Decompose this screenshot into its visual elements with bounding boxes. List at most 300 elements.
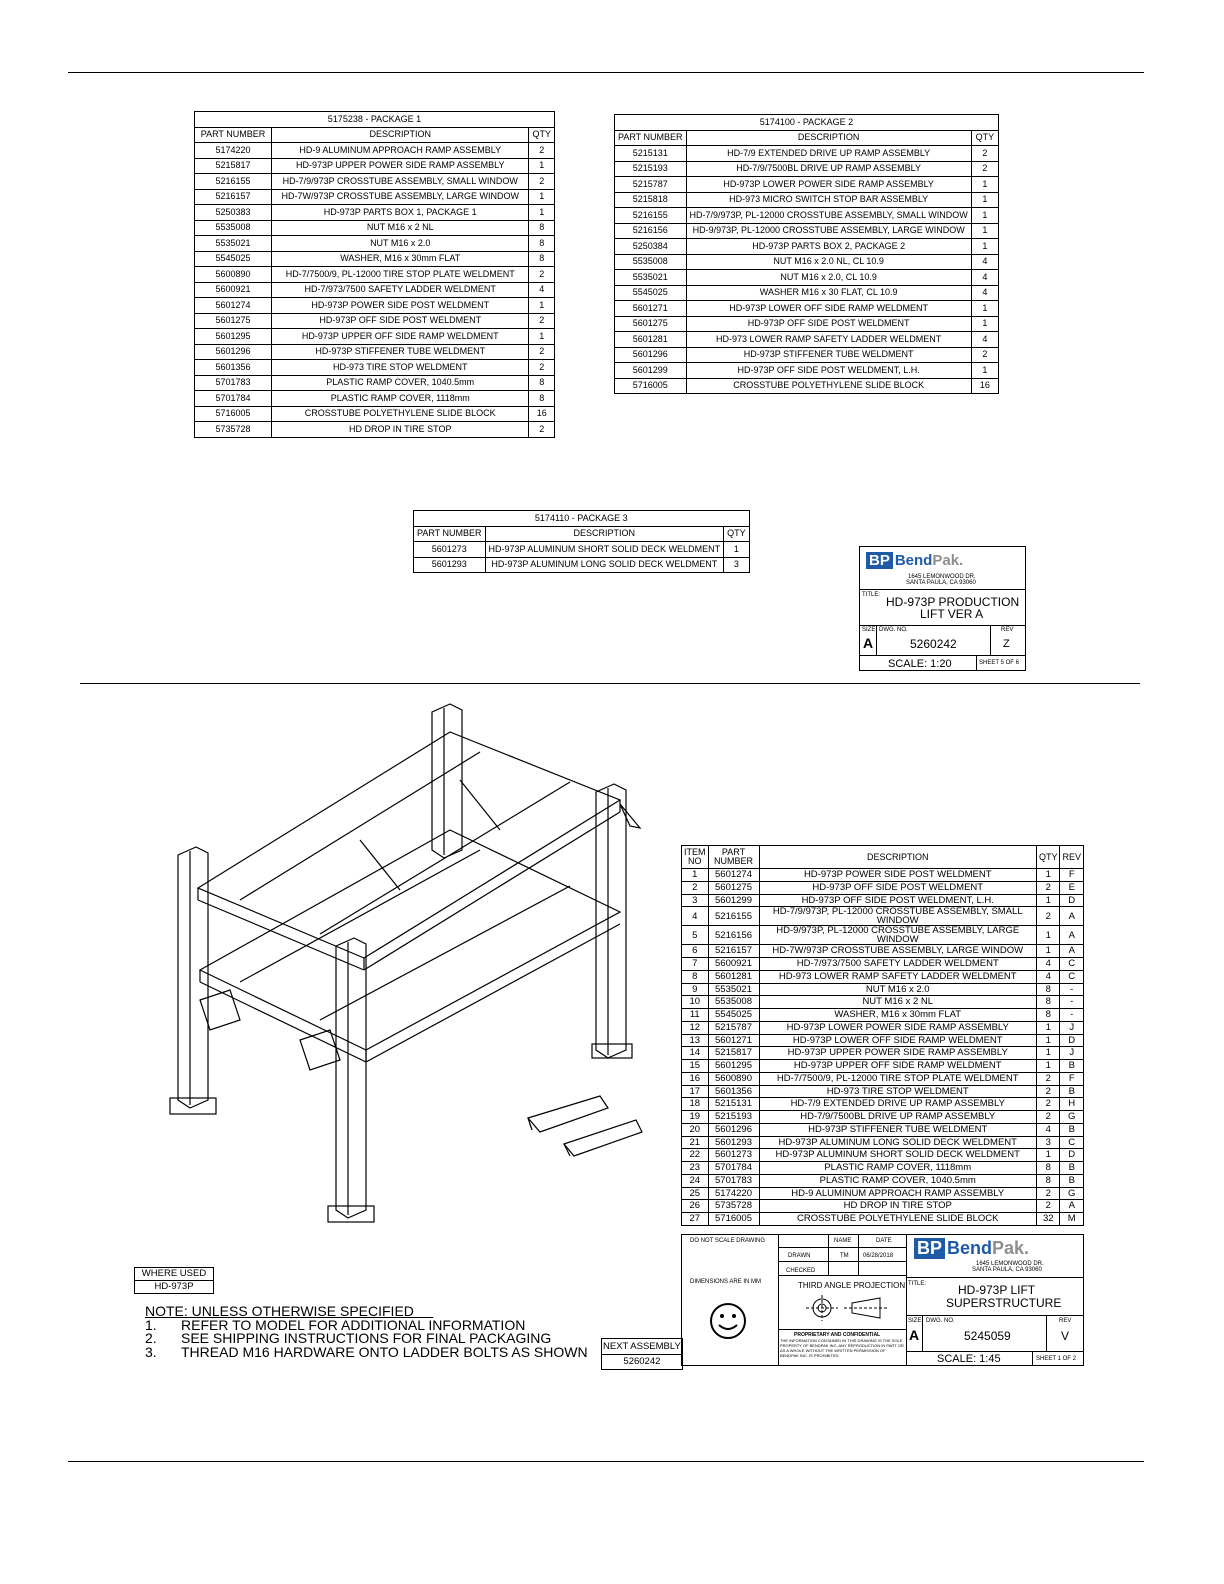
table-cell: 4 <box>1036 1123 1060 1136</box>
table-cell: PLASTIC RAMP COVER, 1118mm <box>272 391 529 407</box>
table-cell: HD-7/9/7500BL DRIVE UP RAMP ASSEMBLY <box>759 1111 1036 1124</box>
table-cell: 20 <box>682 1123 709 1136</box>
table-cell: A <box>1060 1200 1084 1213</box>
table-cell: 5215817 <box>195 158 272 174</box>
table-cell: HD-7/7500/9, PL-12000 TIRE STOP PLATE WELDMENT <box>272 267 529 283</box>
table-cell: 2 <box>971 146 998 162</box>
table-cell: G <box>1060 1111 1084 1124</box>
table-cell: 5216155 <box>615 208 687 224</box>
scale: SCALE: 1:20 <box>888 658 952 670</box>
drawing-title-2: LIFT VER A <box>920 607 984 621</box>
table-cell: 5601296 <box>708 1123 759 1136</box>
table-row <box>615 161 999 177</box>
table-cell: 1 <box>1036 894 1060 907</box>
table-cell: 17 <box>682 1085 709 1098</box>
table-cell: 5216157 <box>708 945 759 958</box>
table-cell: HD-973P ALUMINUM LONG SOLID DECK WELDMENT <box>485 557 724 573</box>
proprietary-text: THE INFORMATION CONTAINED IN THIS DRAWING IS THE SOLE PROPERTY OF BENDPAK INC. ANY REPRODUCTION IN PART OR AS A WHOLE WITHOUT THE WRITTEN PERMISSION OF BENDPAK INC. IS PROHIBITED. <box>780 1338 904 1358</box>
drawn-label: DRAWN <box>788 1253 811 1259</box>
table-row <box>615 208 999 224</box>
table-cell: 2 <box>529 360 555 376</box>
table-cell: 5601293 <box>708 1136 759 1149</box>
bottom-rule <box>68 1461 1144 1462</box>
table-cell: 5601296 <box>195 344 272 360</box>
table-cell: E <box>1060 881 1084 894</box>
table-cell: 2 <box>971 161 998 177</box>
table-row <box>682 1200 1084 1213</box>
table-cell: 5701784 <box>195 391 272 407</box>
table-cell: 5215787 <box>615 177 687 193</box>
table-row <box>682 1213 1084 1226</box>
table-cell: 1 <box>1036 1021 1060 1034</box>
table-cell: 32 <box>1036 1213 1060 1226</box>
table-row <box>414 557 750 573</box>
table-cell: 2 <box>529 143 555 159</box>
table-cell: 5600890 <box>708 1072 759 1085</box>
table-cell: HD-9 ALUMINUM APPROACH RAMP ASSEMBLY <box>759 1187 1036 1200</box>
table-cell: 5601356 <box>708 1085 759 1098</box>
table-cell: 5215131 <box>615 146 687 162</box>
proprietary-title: PROPRIETARY AND CONFIDENTIAL <box>794 1332 881 1338</box>
table-cell: 5174220 <box>195 143 272 159</box>
table-cell: NUT M16 x 2.0, CL 10.9 <box>686 270 971 286</box>
table-cell: 8 <box>1036 996 1060 1009</box>
table-cell: 5215818 <box>615 192 687 208</box>
date-label: DATE <box>876 1238 892 1244</box>
table-row <box>195 205 555 221</box>
table-cell: CROSSTUBE POLYETHYLENE SLIDE BLOCK <box>759 1213 1036 1226</box>
table-cell: 1 <box>529 158 555 174</box>
table-cell: 22 <box>682 1149 709 1162</box>
table-cell: 4 <box>529 282 555 298</box>
address-line-1: 1645 LEMONWOOD DR. <box>908 574 976 580</box>
table-cell: 2 <box>1036 881 1060 894</box>
do-not-scale-note: DO NOT SCALE DRAWING <box>690 1238 766 1244</box>
table-cell: HD-973 TIRE STOP WELDMENT <box>272 360 529 376</box>
table-cell: CROSSTUBE POLYETHYLENE SLIDE BLOCK <box>272 406 529 422</box>
table-cell: NUT M16 x 2 NL <box>272 220 529 236</box>
table-cell: 1 <box>971 223 998 239</box>
table-row <box>195 282 555 298</box>
table-cell: HD-7/7500/9, PL-12000 TIRE STOP PLATE WELDMENT <box>759 1072 1036 1085</box>
table-cell: HD-7/973/7500 SAFETY LADDER WELDMENT <box>759 958 1036 971</box>
table-cell: 5701784 <box>708 1162 759 1175</box>
table-cell: C <box>1060 958 1084 971</box>
bendpak-logo: BP BendPak. <box>914 1238 1029 1259</box>
table-cell: 1 <box>1036 1034 1060 1047</box>
table-cell: 2 <box>529 344 555 360</box>
title-label: TITLE: <box>908 1281 927 1287</box>
dimensions-note: DIMENSIONS ARE IN MM <box>690 1279 762 1285</box>
table-row <box>615 316 999 332</box>
next-assembly-label: NEXT ASSEMBLY <box>602 1339 683 1355</box>
table-cell: 1 <box>971 192 998 208</box>
table-row <box>682 1098 1084 1111</box>
rev-value: V <box>1061 1329 1070 1343</box>
col-part-number: PART NUMBER <box>414 526 486 542</box>
table-row <box>682 983 1084 996</box>
table-cell: HD-7/973/7500 SAFETY LADDER WELDMENT <box>272 282 529 298</box>
table-cell: 5716005 <box>195 406 272 422</box>
table-row <box>195 236 555 252</box>
table-cell: 11 <box>682 1009 709 1022</box>
table-cell: B <box>1060 1085 1084 1098</box>
table-cell: HD-9/973P, PL-12000 CROSSTUBE ASSEMBLY, LARGE WINDOW <box>759 926 1036 945</box>
table-cell: 8 <box>1036 983 1060 996</box>
table-cell: HD-973P LOWER POWER SIDE RAMP ASSEMBLY <box>686 177 971 193</box>
table-cell: F <box>1060 1072 1084 1085</box>
table-cell: B <box>1060 1123 1084 1136</box>
table-cell: HD-973P OFF SIDE POST WELDMENT <box>759 881 1036 894</box>
table-cell: 5600921 <box>708 958 759 971</box>
where-used-label: WHERE USED <box>135 1268 214 1281</box>
table-cell: 5216156 <box>708 926 759 945</box>
table-cell: 8 <box>529 236 555 252</box>
table-row <box>195 158 555 174</box>
table-cell: 15 <box>682 1060 709 1073</box>
table-cell: NUT M16 x 2 NL <box>759 996 1036 1009</box>
where-used-table <box>134 1267 214 1294</box>
table-cell: 2 <box>529 422 555 438</box>
table-cell: 5601281 <box>615 332 687 348</box>
table-cell: HD-973P OFF SIDE POST WELDMENT <box>272 313 529 329</box>
col-part-number: PART NUMBER <box>195 127 272 143</box>
table-cell: 8 <box>1036 1009 1060 1022</box>
table-cell: 5716005 <box>708 1213 759 1226</box>
table-cell: M <box>1060 1213 1084 1226</box>
col-qty: QTY <box>724 526 750 542</box>
table-cell: HD-973P LOWER OFF SIDE RAMP WELDMENT <box>686 301 971 317</box>
col-qty: QTY <box>529 127 555 143</box>
table-cell: 16 <box>529 406 555 422</box>
table-row <box>195 267 555 283</box>
table-cell: 5545025 <box>708 1009 759 1022</box>
table-cell: HD DROP IN TIRE STOP <box>759 1200 1036 1213</box>
projection-label: THIRD ANGLE PROJECTION <box>798 1281 906 1290</box>
table-cell: 5215193 <box>615 161 687 177</box>
table-cell: 4 <box>971 285 998 301</box>
main-bill-of-materials <box>681 845 1084 1226</box>
table-row <box>615 332 999 348</box>
table-cell: 8 <box>529 375 555 391</box>
next-assembly-value: 5260242 <box>602 1354 683 1370</box>
table-cell: HD-973P UPPER OFF SIDE RAMP WELDMENT <box>759 1060 1036 1073</box>
rev-label: REV <box>1001 627 1014 633</box>
table-row <box>615 270 999 286</box>
table-cell: C <box>1060 970 1084 983</box>
table-cell: 5545025 <box>195 251 272 267</box>
table-cell: 1 <box>1036 926 1060 945</box>
table-cell: 2 <box>1036 1098 1060 1111</box>
size-label: SIZE <box>862 627 876 633</box>
table-cell: 5215131 <box>708 1098 759 1111</box>
table-cell: 4 <box>682 907 709 926</box>
table-row <box>615 254 999 270</box>
col-rev: REV <box>1060 846 1084 869</box>
table-cell: 8 <box>529 220 555 236</box>
table-cell: B <box>1060 1174 1084 1187</box>
table-cell: 5601271 <box>708 1034 759 1047</box>
address-line-2: SANTA PAULA, CA 93060 <box>906 580 976 586</box>
table-cell: HD-973P PARTS BOX 2, PACKAGE 2 <box>686 239 971 255</box>
general-notes <box>145 1305 588 1359</box>
table-cell: 2 <box>529 267 555 283</box>
table-cell: HD-973P PARTS BOX 1, PACKAGE 1 <box>272 205 529 221</box>
lift-superstructure-drawing <box>160 700 680 1240</box>
table-cell: 21 <box>682 1136 709 1149</box>
table-cell: 5601274 <box>195 298 272 314</box>
table-cell: 1 <box>529 189 555 205</box>
table-cell: 5601356 <box>195 360 272 376</box>
col-description: DESCRIPTION <box>759 846 1036 869</box>
table-cell: 2 <box>1036 907 1060 926</box>
table-cell: HD-973 LOWER RAMP SAFETY LADDER WELDMENT <box>686 332 971 348</box>
table-cell: 3 <box>1036 1136 1060 1149</box>
table-row <box>615 192 999 208</box>
table-cell: HD-973 MICRO SWITCH STOP BAR ASSEMBLY <box>686 192 971 208</box>
table-cell: HD-973P LOWER OFF SIDE RAMP WELDMENT <box>759 1034 1036 1047</box>
title-label: TITLE: <box>862 592 881 598</box>
table-cell: 5601273 <box>414 542 486 558</box>
table-row <box>195 391 555 407</box>
sheet-size: A <box>909 1327 920 1343</box>
table-cell: HD-973P ALUMINUM SHORT SOLID DECK WELDMENT <box>759 1149 1036 1162</box>
table-cell: 5601275 <box>708 881 759 894</box>
table-cell: 5735728 <box>708 1200 759 1213</box>
table-cell: HD-973P STIFFENER TUBE WELDMENT <box>686 347 971 363</box>
table-cell: 5601275 <box>615 316 687 332</box>
table-cell: HD-973 TIRE STOP WELDMENT <box>759 1085 1036 1098</box>
table-cell: 5601295 <box>195 329 272 345</box>
table-cell: 5215193 <box>708 1111 759 1124</box>
table-cell: HD-7W/973P CROSSTUBE ASSEMBLY, LARGE WINDOW <box>759 945 1036 958</box>
table-cell: HD-7/9/7500BL DRIVE UP RAMP ASSEMBLY <box>686 161 971 177</box>
drawing-title-1: HD-973P PRODUCTION <box>886 595 1020 609</box>
table-row <box>682 1162 1084 1175</box>
sheet-size: A <box>863 635 874 651</box>
table-cell: 6 <box>682 945 709 958</box>
table-row <box>682 1111 1084 1124</box>
table-cell: B <box>1060 1060 1084 1073</box>
table-cell: HD-973P ALUMINUM SHORT SOLID DECK WELDMENT <box>485 542 724 558</box>
table-cell: 5735728 <box>195 422 272 438</box>
table-cell: 8 <box>1036 1162 1060 1175</box>
table-cell: 5601299 <box>615 363 687 379</box>
table-cell: 5701783 <box>195 375 272 391</box>
table-cell: 5535021 <box>708 983 759 996</box>
table-cell: HD-7/9/973P CROSSTUBE ASSEMBLY, SMALL WINDOW <box>272 174 529 190</box>
table-cell: 2 <box>1036 1200 1060 1213</box>
table-cell: 5535008 <box>708 996 759 1009</box>
dwg-label: DWG. NO. <box>879 627 908 633</box>
smiley-icon <box>708 1301 748 1341</box>
table-row <box>682 1021 1084 1034</box>
col-qty: QTY <box>1036 846 1060 869</box>
table-cell: 5601281 <box>708 970 759 983</box>
sheet-number: SHEET 1 OF 2 <box>1036 1356 1076 1362</box>
size-label: SIZE <box>908 1318 922 1324</box>
table-row <box>615 363 999 379</box>
table-cell: 2 <box>529 174 555 190</box>
notes-heading: NOTE: UNLESS OTHERWISE SPECIFIED <box>145 1303 414 1319</box>
table-cell: HD-973P ALUMINUM LONG SOLID DECK WELDMENT <box>759 1136 1036 1149</box>
table-cell: 5216155 <box>708 907 759 926</box>
col-item-no: ITEM NO <box>682 846 709 869</box>
drawn-name: TM <box>840 1253 849 1259</box>
table-cell: 2 <box>1036 1085 1060 1098</box>
table-cell: 5716005 <box>615 378 687 394</box>
table-row <box>195 143 555 159</box>
table-cell: D <box>1060 1149 1084 1162</box>
table-row <box>615 285 999 301</box>
table-cell: HD-973P UPPER POWER SIDE RAMP ASSEMBLY <box>759 1047 1036 1060</box>
table-cell: 1 <box>724 542 750 558</box>
top-rule <box>68 72 1144 73</box>
note-item: 2. SEE SHIPPING INSTRUCTIONS FOR FINAL PACKAGING <box>145 1330 552 1346</box>
table-cell: D <box>1060 894 1084 907</box>
table-cell: HD-973P OFF SIDE POST WELDMENT, L.H. <box>759 894 1036 907</box>
table-cell: A <box>1060 907 1084 926</box>
table-cell: 23 <box>682 1162 709 1175</box>
table-row <box>615 177 999 193</box>
drawn-date: 06/28/2018 <box>863 1253 894 1259</box>
table-cell: 26 <box>682 1200 709 1213</box>
table-cell: B <box>1060 1162 1084 1175</box>
table-row <box>682 926 1084 945</box>
table-row <box>195 313 555 329</box>
table-cell: 5535021 <box>195 236 272 252</box>
table-row <box>615 239 999 255</box>
table-cell: 19 <box>682 1111 709 1124</box>
table-row <box>615 347 999 363</box>
table-cell: F <box>1060 869 1084 882</box>
table-cell: HD-9 ALUMINUM APPROACH RAMP ASSEMBLY <box>272 143 529 159</box>
table-cell: 1 <box>682 869 709 882</box>
col-description: DESCRIPTION <box>485 526 724 542</box>
table-cell: HD-7/9 EXTENDED DRIVE UP RAMP ASSEMBLY <box>686 146 971 162</box>
table-cell: 5601271 <box>615 301 687 317</box>
table-cell: 5601273 <box>708 1149 759 1162</box>
table-cell: 12 <box>682 1021 709 1034</box>
table-cell: 5601275 <box>195 313 272 329</box>
col-description: DESCRIPTION <box>686 130 971 146</box>
table-cell: 1 <box>529 329 555 345</box>
table-cell: PLASTIC RAMP COVER, 1040.5mm <box>272 375 529 391</box>
table-cell: 5215787 <box>708 1021 759 1034</box>
table-cell: 16 <box>682 1072 709 1085</box>
table-cell: NUT M16 x 2.0 NL, CL 10.9 <box>686 254 971 270</box>
col-qty: QTY <box>971 130 998 146</box>
table-cell: 2 <box>529 313 555 329</box>
table-cell: 2 <box>1036 1111 1060 1124</box>
table-cell: WASHER, M16 x 30mm FLAT <box>272 251 529 267</box>
drawing-title-1: HD-973P LIFT <box>958 1283 1036 1297</box>
table-cell: 7 <box>682 958 709 971</box>
table-row <box>682 1085 1084 1098</box>
table-row <box>682 894 1084 907</box>
table-cell: 1 <box>529 205 555 221</box>
package-3-title: 5174110 - PACKAGE 3 <box>414 511 750 527</box>
table-cell: PLASTIC RAMP COVER, 1118mm <box>759 1162 1036 1175</box>
table-cell: 18 <box>682 1098 709 1111</box>
table-cell: 2 <box>971 347 998 363</box>
rev-label: REV <box>1059 1318 1072 1324</box>
table-row <box>195 251 555 267</box>
table-row <box>682 1009 1084 1022</box>
table-row <box>682 1174 1084 1187</box>
table-cell: 5216157 <box>195 189 272 205</box>
table-row <box>682 907 1084 926</box>
table-cell: 2 <box>682 881 709 894</box>
table-cell: A <box>1060 945 1084 958</box>
bendpak-logo: BP BendPak. <box>866 552 963 569</box>
table-cell: HD DROP IN TIRE STOP <box>272 422 529 438</box>
table-cell: 5216155 <box>195 174 272 190</box>
table-row <box>682 1034 1084 1047</box>
sheet-number: SHEET 5 OF 6 <box>979 660 1019 666</box>
table-row <box>195 344 555 360</box>
table-row <box>682 958 1084 971</box>
table-cell: 13 <box>682 1034 709 1047</box>
table-cell: 1 <box>971 363 998 379</box>
dwg-number: 5260242 <box>910 637 957 651</box>
table-cell: HD-973P UPPER POWER SIDE RAMP ASSEMBLY <box>272 158 529 174</box>
table-row <box>195 360 555 376</box>
table-row <box>682 970 1084 983</box>
table-cell: HD-7/9 EXTENDED DRIVE UP RAMP ASSEMBLY <box>759 1098 1036 1111</box>
table-cell: 27 <box>682 1213 709 1226</box>
table-cell: 4 <box>971 254 998 270</box>
dwg-label: DWG. NO. <box>926 1318 955 1324</box>
table-row <box>682 1136 1084 1149</box>
table-cell: CROSSTUBE POLYETHYLENE SLIDE BLOCK <box>686 378 971 394</box>
table-cell: - <box>1060 996 1084 1009</box>
table-cell: 5535008 <box>615 254 687 270</box>
table-cell: 5250384 <box>615 239 687 255</box>
table-cell: 10 <box>682 996 709 1009</box>
table-cell: HD-973P OFF SIDE POST WELDMENT <box>686 316 971 332</box>
table-cell: 2 <box>1036 1072 1060 1085</box>
table-cell: H <box>1060 1098 1084 1111</box>
table-cell: HD-9/973P, PL-12000 CROSSTUBE ASSEMBLY, LARGE WINDOW <box>686 223 971 239</box>
table-row <box>615 223 999 239</box>
table-cell: 9 <box>682 983 709 996</box>
table-cell: 5174220 <box>708 1187 759 1200</box>
package-1-table <box>194 111 555 438</box>
dwg-number: 5245059 <box>964 1329 1011 1343</box>
table-cell: 5600921 <box>195 282 272 298</box>
package-3-table <box>413 510 750 573</box>
table-cell: 16 <box>971 378 998 394</box>
name-label: NAME <box>834 1238 852 1244</box>
table-cell: - <box>1060 983 1084 996</box>
address-line-1: 1645 LEMONWOOD DR. <box>976 1261 1044 1267</box>
note-item: 3. THREAD M16 HARDWARE ONTO LADDER BOLTS AS SHOWN <box>145 1343 588 1360</box>
table-cell: HD-7/9/973P, PL-12000 CROSSTUBE ASSEMBLY, SMALL WINDOW <box>686 208 971 224</box>
table-cell: HD-7/9/973P, PL-12000 CROSSTUBE ASSEMBLY, SMALL WINDOW <box>759 907 1036 926</box>
table-cell: 4 <box>1036 958 1060 971</box>
table-cell: HD-973P POWER SIDE POST WELDMENT <box>759 869 1036 882</box>
table-row <box>682 1187 1084 1200</box>
package-2-title: 5174100 - PACKAGE 2 <box>615 115 999 131</box>
table-cell: 5215817 <box>708 1047 759 1060</box>
table-cell: 5600890 <box>195 267 272 283</box>
scale: SCALE: 1:45 <box>937 1353 1001 1365</box>
table-cell: 5535021 <box>615 270 687 286</box>
table-cell: 4 <box>971 270 998 286</box>
table-cell: 5601293 <box>414 557 486 573</box>
checked-label: CHECKED <box>786 1268 816 1274</box>
